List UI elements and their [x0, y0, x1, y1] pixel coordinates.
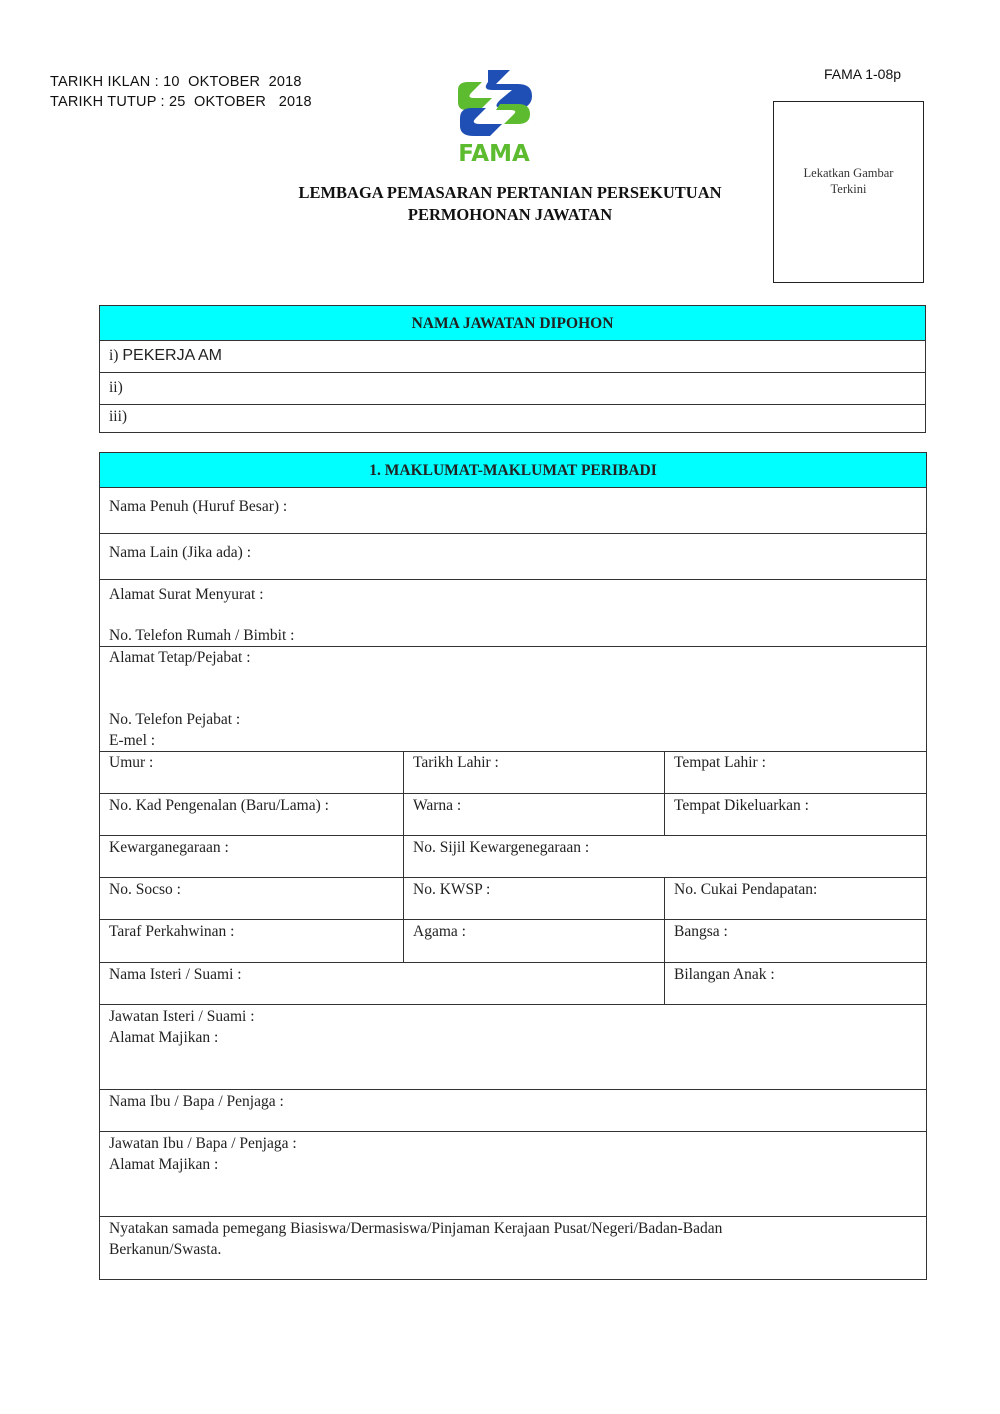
- position-row-label: ii): [109, 379, 123, 396]
- position-row-1[interactable]: [100, 341, 926, 373]
- personal-details-table: [99, 452, 927, 1280]
- form-code: FAMA 1-08p: [824, 66, 902, 82]
- children-count-field[interactable]: [665, 963, 927, 1005]
- birth-place-label: Tempat Lahir :: [674, 754, 766, 771]
- spouse-name-field[interactable]: [100, 963, 665, 1005]
- photo-instruction: Lekatkan Gambar Terkini: [803, 166, 894, 196]
- birth-date-label: Tarikh Lahir :: [413, 754, 499, 771]
- position-row-label: iii): [109, 408, 128, 425]
- form-heading: [230, 182, 790, 226]
- socso-label: No. Socso :: [109, 881, 181, 898]
- close-date-label: TARIKH TUTUP :: [50, 94, 165, 110]
- citizenship-cert-field[interactable]: [404, 836, 927, 878]
- religion-field[interactable]: [404, 920, 665, 963]
- positions-table: [99, 305, 926, 433]
- personal-section-title: 1. MAKLUMAT-MAKLUMAT PERIBADI: [100, 453, 927, 488]
- positions-section-title: NAMA JAWATAN DIPOHON: [100, 306, 926, 341]
- spouse-employer-address-label: Alamat Majikan :: [109, 1029, 219, 1046]
- office-phone-label: No. Telefon Pejabat :: [109, 711, 241, 728]
- age-field[interactable]: [100, 752, 404, 794]
- parent-name-label: Nama Ibu / Bapa / Penjaga :: [109, 1093, 284, 1110]
- ic-colour-field[interactable]: [404, 794, 665, 836]
- birth-place-field[interactable]: [665, 752, 927, 794]
- ic-colour-label: Warna :: [413, 797, 462, 814]
- parent-job-field[interactable]: [100, 1132, 927, 1217]
- birth-date-field[interactable]: [404, 752, 665, 794]
- mailing-address-field[interactable]: [100, 580, 927, 647]
- organisation-title: LEMBAGA PEMASARAN PERTANIAN PERSEKUTUAN: [298, 183, 722, 202]
- fama-logo-icon: [452, 68, 536, 166]
- spouse-name-label: Nama Isteri / Suami :: [109, 966, 242, 983]
- marital-status-label: Taraf Perkahwinan :: [109, 923, 235, 940]
- position-row-label: i): [109, 347, 119, 364]
- children-count-label: Bilangan Anak :: [674, 966, 775, 983]
- office-address-label: Alamat Tetap/Pejabat :: [109, 649, 251, 666]
- form-title: PERMOHONAN JAWATAN: [407, 205, 613, 224]
- office-address-field[interactable]: [100, 647, 927, 752]
- position-row-value: PEKERJA AM: [122, 347, 222, 364]
- photo-placeholder[interactable]: [773, 101, 924, 283]
- ad-date-line: [50, 72, 312, 92]
- parent-employer-address-label: Alamat Majikan :: [109, 1156, 219, 1173]
- citizenship-cert-label: No. Sijil Kewargenegaraan :: [413, 839, 590, 856]
- race-field[interactable]: [665, 920, 927, 963]
- ic-issued-place-field[interactable]: [665, 794, 927, 836]
- kwsp-field[interactable]: [404, 878, 665, 920]
- parent-name-field[interactable]: [100, 1090, 927, 1132]
- other-name-label: Nama Lain (Jika ada) :: [109, 544, 252, 561]
- ic-number-field[interactable]: [100, 794, 404, 836]
- citizenship-label: Kewarganegaraan :: [109, 839, 229, 856]
- socso-field[interactable]: [100, 878, 404, 920]
- ad-date-value: 10 OKTOBER 2018: [163, 74, 302, 90]
- scholarship-label: Nyatakan samada pemegang Biasiswa/Dermasiswa/Pinjaman Kerajaan Pusat/Negeri/Badan-Badan Berkanun/Swasta.: [109, 1220, 723, 1258]
- ic-number-label: No. Kad Pengenalan (Baru/Lama) :: [109, 797, 329, 814]
- logo-text: FAMA: [458, 141, 530, 166]
- advert-dates: [50, 72, 312, 112]
- race-label: Bangsa :: [674, 923, 728, 940]
- income-tax-field[interactable]: [665, 878, 927, 920]
- ad-date-label: TARIKH IKLAN :: [50, 74, 159, 90]
- position-row-3[interactable]: [100, 405, 926, 433]
- email-label: E-mel :: [109, 732, 156, 749]
- close-date-value: 25 OKTOBER 2018: [169, 94, 312, 110]
- ic-issued-place-label: Tempat Dikeluarkan :: [674, 797, 809, 814]
- citizenship-field[interactable]: [100, 836, 404, 878]
- religion-label: Agama :: [413, 923, 466, 940]
- spouse-job-label: Jawatan Isteri / Suami :: [109, 1008, 255, 1025]
- income-tax-label: No. Cukai Pendapatan:: [674, 881, 818, 898]
- close-date-line: [50, 92, 312, 112]
- parent-job-label: Jawatan Ibu / Bapa / Penjaga :: [109, 1135, 297, 1152]
- age-label: Umur :: [109, 754, 154, 771]
- scholarship-field[interactable]: [100, 1217, 927, 1280]
- marital-status-field[interactable]: [100, 920, 404, 963]
- mailing-address-label: Alamat Surat Menyurat :: [109, 586, 264, 603]
- fama-logo: [452, 68, 536, 166]
- other-name-field[interactable]: [100, 534, 927, 580]
- position-row-2[interactable]: [100, 373, 926, 405]
- full-name-label: Nama Penuh (Huruf Besar) :: [109, 498, 288, 515]
- full-name-field[interactable]: [100, 488, 927, 534]
- home-phone-label: No. Telefon Rumah / Bimbit :: [109, 627, 295, 644]
- kwsp-label: No. KWSP :: [413, 881, 491, 898]
- spouse-job-field[interactable]: [100, 1005, 927, 1090]
